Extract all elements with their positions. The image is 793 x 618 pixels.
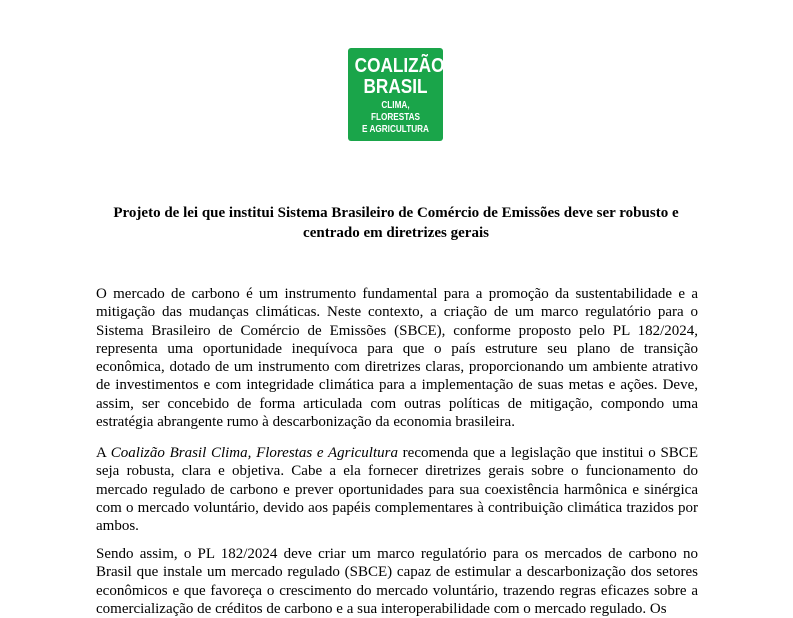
logo-line-3: CLIMA, FLORESTAS	[370, 100, 421, 123]
paragraph-2-text: recomenda que a legislação que institui o SBCE seja robusta, clara e objetiva. Cabe a ela fornecer diretrizes gerais sobre o funcionamento do mercado regulado de carbono e prever oportunidades para sua coexistência harmônica e sinérgica com o mercado voluntário, devido aos papéis complementares à contribuição climática trazidos por ambos.	[96, 445, 698, 535]
logo-line-4: E AGRICULTURA	[362, 124, 429, 135]
coalizao-brasil-logo	[348, 48, 443, 141]
organization-name: Coalizão Brasil Clima, Florestas e Agricultura	[110, 445, 398, 461]
document-title: Projeto de lei que institui Sistema Brasileiro de Comércio de Emissões deve ser robusto e centrado em diretrizes gerais	[113, 205, 679, 241]
paragraph-2	[96, 444, 698, 535]
paragraph-1: O mercado de carbono é um instrumento fundamental para a promoção da sustentabilidade e a mitigação das mudanças climáticas. Neste contexto, a criação de um marco regulatório para o Sistema Brasileiro de Comércio de Emissões (SBCE), conforme proposto pelo PL 182/2024, representa uma oportunidade inequívoca para que o país estruture seu plano de transição econômica, dotado de um instrumento com diretrizes claras, proporcionando um ambiente atrativo de investimentos e com integridade climática para a implementação de suas metas e ações. Deve, assim, ser concebido de forma articulada com outras políticas de mitigação, compondo uma estratégia abrangente rumo à descarbonização da economia brasileira.	[96, 286, 698, 431]
logo-line-1: COALIZÃO	[354, 55, 445, 77]
paragraph-3: Sendo assim, o PL 182/2024 deve criar um marco regulatório para os mercados de carbono no Brasil que instale um mercado regulado (SBCE) capaz de estimular a descarbonização dos setores econômicos e que favoreça o crescimento do mercado voluntário, trazendo regras eficazes sobre a comercialização de créditos de carbono e a sua interoperabilidade com o mercado regulado. Os	[96, 546, 698, 617]
logo-line-2: BRASIL	[363, 76, 428, 98]
paragraph-2-prefix: A	[96, 445, 111, 461]
